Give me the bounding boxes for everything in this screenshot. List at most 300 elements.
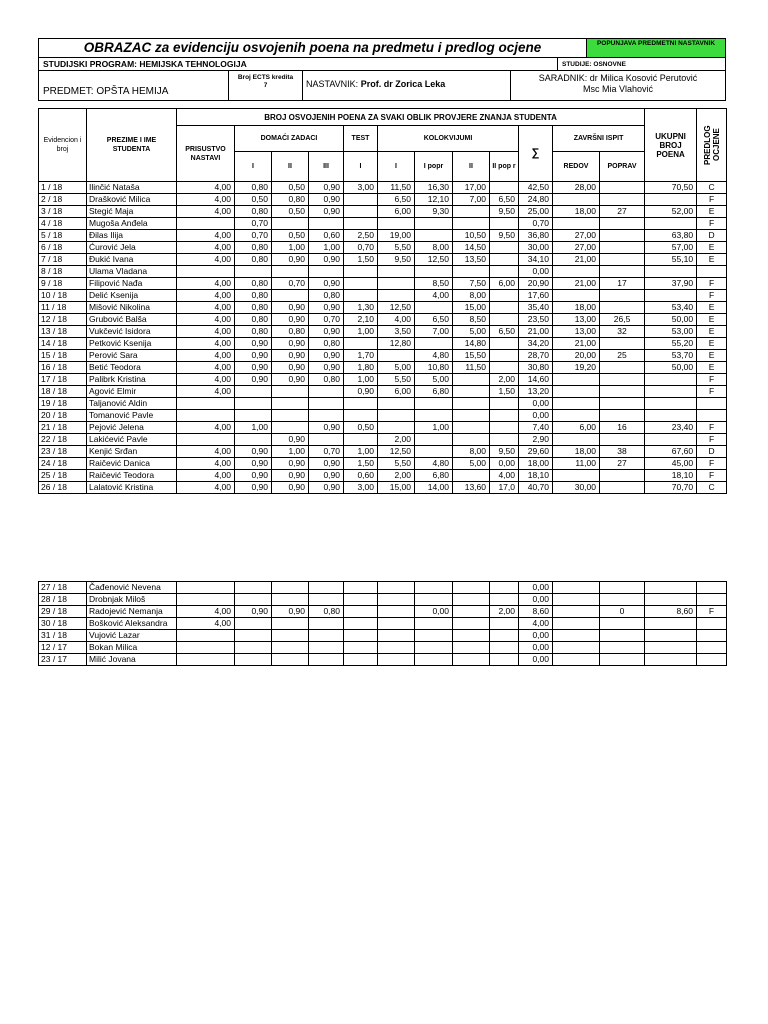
- table-cell: [645, 582, 697, 594]
- table-cell: Betić Teodora: [87, 362, 177, 374]
- grading-form: [38, 38, 726, 494]
- table-cell: Mišović Nikolina: [87, 302, 177, 314]
- table-cell: [600, 302, 645, 314]
- table-cell: [378, 410, 415, 422]
- table-cell: 53,70: [645, 350, 697, 362]
- table-cell: [490, 254, 519, 266]
- table-cell: 17,00: [453, 182, 490, 194]
- table-cell: [272, 266, 309, 278]
- table-cell: Milić Jovana: [87, 654, 177, 666]
- table-cell: [697, 410, 727, 422]
- table-cell: 1,00: [344, 374, 378, 386]
- table-cell: [553, 374, 600, 386]
- table-cell: 21,00: [553, 278, 600, 290]
- table-cell: [344, 434, 378, 446]
- table-cell: 0,80: [309, 290, 344, 302]
- table-cell: 1,00: [272, 242, 309, 254]
- table-cell: 0,80: [309, 606, 344, 618]
- table-cell: Drašković Milica: [87, 194, 177, 206]
- table-cell: 0,90: [235, 482, 272, 494]
- table-cell: 0,90: [235, 458, 272, 470]
- table-cell: 10 / 18: [39, 290, 87, 302]
- table-cell: 18,00: [553, 302, 600, 314]
- table-cell: [272, 618, 309, 630]
- table-cell: 63,80: [645, 230, 697, 242]
- table-cell: 0,80: [272, 326, 309, 338]
- table-cell: 6,50: [378, 194, 415, 206]
- table-cell: 4,00: [177, 194, 235, 206]
- table-cell: [177, 266, 235, 278]
- table-cell: 18,10: [645, 470, 697, 482]
- table-cell: 5,50: [378, 242, 415, 254]
- table-cell: 0,00: [519, 630, 553, 642]
- table-cell: [490, 582, 519, 594]
- table-cell: [344, 606, 378, 618]
- table-cell: 4,00: [177, 314, 235, 326]
- table-row: [39, 326, 727, 338]
- table-cell: [645, 434, 697, 446]
- form-header: [38, 38, 726, 101]
- table-cell: 0,90: [272, 434, 309, 446]
- table-cell: 2,00: [378, 470, 415, 482]
- table-cell: 0,80: [235, 314, 272, 326]
- table-cell: 0,90: [272, 302, 309, 314]
- table-cell: 0,90: [235, 362, 272, 374]
- teacher-label: NASTAVNIK:: [306, 79, 359, 89]
- table-cell: 4,00: [490, 470, 519, 482]
- table-cell: 14,80: [453, 338, 490, 350]
- table-cell: F: [697, 218, 727, 230]
- table-cell: [453, 470, 490, 482]
- table-cell: 0,90: [309, 422, 344, 434]
- table-cell: Lakićević Pavle: [87, 434, 177, 446]
- table-cell: 1,00: [344, 446, 378, 458]
- table-cell: 1,00: [415, 422, 453, 434]
- table-cell: Raičević Teodora: [87, 470, 177, 482]
- table-cell: Radojević Nemanja: [87, 606, 177, 618]
- table-cell: 17,0: [490, 482, 519, 494]
- table-cell: 8,60: [645, 606, 697, 618]
- table-cell: 36,80: [519, 230, 553, 242]
- table-cell: [645, 398, 697, 410]
- table-cell: [235, 642, 272, 654]
- table-cell: 4,00: [177, 458, 235, 470]
- table-cell: Čađenović Nevena: [87, 582, 177, 594]
- table-cell: 27: [600, 206, 645, 218]
- table-cell: [344, 618, 378, 630]
- table-cell: [235, 654, 272, 666]
- table-cell: [309, 398, 344, 410]
- table-cell: 26,5: [600, 314, 645, 326]
- table-cell: 30 / 18: [39, 618, 87, 630]
- table-cell: 0,90: [235, 374, 272, 386]
- table-cell: 15,00: [453, 302, 490, 314]
- table-cell: [645, 218, 697, 230]
- table-cell: [453, 422, 490, 434]
- table-cell: 12,10: [415, 194, 453, 206]
- table-cell: 0,90: [272, 254, 309, 266]
- table-cell: [697, 582, 727, 594]
- table-cell: 40,70: [519, 482, 553, 494]
- table-cell: 8 / 18: [39, 266, 87, 278]
- table-cell: [600, 194, 645, 206]
- col-grade: PREDLOG OCJENE: [697, 109, 727, 182]
- table-cell: [453, 386, 490, 398]
- table-cell: [600, 182, 645, 194]
- table-cell: [697, 630, 727, 642]
- table-cell: [272, 642, 309, 654]
- table-cell: 17 / 18: [39, 374, 87, 386]
- table-cell: [344, 338, 378, 350]
- table-cell: [309, 218, 344, 230]
- table-cell: 2,00: [378, 434, 415, 446]
- table-cell: 0,90: [235, 446, 272, 458]
- table-cell: 0,90: [309, 254, 344, 266]
- table-cell: 0,60: [344, 470, 378, 482]
- table-cell: 6,80: [415, 470, 453, 482]
- table-cell: 34,10: [519, 254, 553, 266]
- table-cell: 38: [600, 446, 645, 458]
- table-cell: 0,80: [235, 326, 272, 338]
- ects-credits: [229, 71, 303, 100]
- second-section: [38, 581, 726, 666]
- table-cell: 0,90: [272, 362, 309, 374]
- table-cell: F: [697, 434, 727, 446]
- table-cell: 4,00: [177, 470, 235, 482]
- table-cell: [309, 618, 344, 630]
- table-cell: 34,20: [519, 338, 553, 350]
- col-final-exam: ZAVRŠNI ISPIT: [553, 126, 645, 152]
- table-cell: 23 / 17: [39, 654, 87, 666]
- table-cell: F: [697, 374, 727, 386]
- table-cell: [553, 654, 600, 666]
- table-cell: [235, 618, 272, 630]
- table-cell: 70,70: [645, 482, 697, 494]
- table-cell: 2,50: [344, 230, 378, 242]
- table-cell: [490, 314, 519, 326]
- table-cell: 1,50: [490, 386, 519, 398]
- table-cell: 27: [600, 458, 645, 470]
- col-attendance: PRISUSTVO NASTAVI: [177, 126, 235, 182]
- table-cell: 28 / 18: [39, 594, 87, 606]
- table-cell: 4,00: [177, 386, 235, 398]
- teacher-fill-note: POPUNJAVA PREDMETNI NASTAVNIK: [587, 39, 725, 57]
- table-cell: 8,50: [415, 278, 453, 290]
- table-cell: [177, 630, 235, 642]
- table-cell: [600, 618, 645, 630]
- table-cell: [600, 254, 645, 266]
- table-cell: 31 / 18: [39, 630, 87, 642]
- table-cell: [600, 218, 645, 230]
- table-cell: 0,70: [309, 446, 344, 458]
- table-cell: [272, 410, 309, 422]
- table-cell: 4,00: [177, 606, 235, 618]
- table-cell: 30,00: [519, 242, 553, 254]
- table-cell: [697, 618, 727, 630]
- table-cell: [490, 594, 519, 606]
- table-cell: Raičević Danica: [87, 458, 177, 470]
- table-cell: [553, 194, 600, 206]
- table-cell: [344, 398, 378, 410]
- table-cell: 0,90: [272, 314, 309, 326]
- table-cell: [645, 618, 697, 630]
- table-cell: 0,70: [519, 218, 553, 230]
- table-cell: 0,50: [272, 206, 309, 218]
- table-cell: 5,00: [453, 326, 490, 338]
- table-cell: [645, 194, 697, 206]
- assistant-1: SARADNIK: dr Milica Kosović Perutović: [538, 73, 698, 83]
- table-cell: [453, 206, 490, 218]
- col-test-1: I: [344, 152, 378, 182]
- table-cell: 0,90: [272, 606, 309, 618]
- table-cell: [600, 582, 645, 594]
- table-cell: 11,50: [378, 182, 415, 194]
- table-cell: 19 / 18: [39, 398, 87, 410]
- table-cell: [490, 362, 519, 374]
- table-cell: [378, 290, 415, 302]
- table-cell: 0,60: [309, 230, 344, 242]
- table-cell: 0,80: [309, 338, 344, 350]
- table-cell: [453, 410, 490, 422]
- table-cell: [272, 422, 309, 434]
- col-group-title: BROJ OSVOJENIH POENA ZA SVAKI OBLIK PROVJERE ZNANJA STUDENTA: [177, 109, 645, 126]
- table-row: [39, 582, 727, 594]
- table-cell: 4,80: [415, 350, 453, 362]
- table-cell: [490, 410, 519, 422]
- table-cell: 0,80: [235, 182, 272, 194]
- table-row: [39, 206, 727, 218]
- table-cell: 0,50: [235, 194, 272, 206]
- table-row: [39, 290, 727, 302]
- table-cell: [645, 374, 697, 386]
- table-cell: [453, 582, 490, 594]
- table-cell: [490, 338, 519, 350]
- table-cell: [645, 266, 697, 278]
- table-cell: [600, 386, 645, 398]
- table-row: [39, 434, 727, 446]
- table-cell: D: [697, 446, 727, 458]
- table-cell: F: [697, 606, 727, 618]
- table-cell: [272, 630, 309, 642]
- table-cell: 8,00: [453, 290, 490, 302]
- col-regular: REDOV: [553, 152, 600, 182]
- table-cell: [553, 218, 600, 230]
- table-cell: [177, 410, 235, 422]
- table-cell: 23 / 18: [39, 446, 87, 458]
- table-cell: [490, 302, 519, 314]
- table-cell: [344, 290, 378, 302]
- table-cell: [490, 182, 519, 194]
- table-cell: [600, 290, 645, 302]
- table-cell: 4,00: [177, 446, 235, 458]
- table-cell: [490, 630, 519, 642]
- table-cell: [309, 594, 344, 606]
- table-cell: [600, 362, 645, 374]
- col-hw-1: I: [235, 152, 272, 182]
- table-cell: 2,90: [519, 434, 553, 446]
- table-cell: 25,00: [519, 206, 553, 218]
- table-cell: 4,00: [177, 182, 235, 194]
- table-cell: 4,00: [177, 362, 235, 374]
- table-cell: 0,80: [272, 194, 309, 206]
- table-cell: 8,00: [453, 446, 490, 458]
- col-retake: POPRAV: [600, 152, 645, 182]
- table-cell: Ćurović Jela: [87, 242, 177, 254]
- table-cell: [600, 630, 645, 642]
- table-cell: 5,00: [453, 458, 490, 470]
- table-cell: 37,90: [645, 278, 697, 290]
- table-row: [39, 458, 727, 470]
- table-row: [39, 374, 727, 386]
- table-cell: D: [697, 230, 727, 242]
- table-cell: [235, 582, 272, 594]
- table-cell: 35,40: [519, 302, 553, 314]
- table-cell: [378, 398, 415, 410]
- table-cell: [344, 266, 378, 278]
- table-cell: 16 / 18: [39, 362, 87, 374]
- table-cell: [309, 630, 344, 642]
- table-cell: 50,00: [645, 314, 697, 326]
- table-cell: 0,90: [235, 350, 272, 362]
- table-cell: [415, 398, 453, 410]
- table-cell: 14,50: [453, 242, 490, 254]
- table-cell: [177, 582, 235, 594]
- table-cell: 28,70: [519, 350, 553, 362]
- table-cell: [490, 398, 519, 410]
- table-cell: 0,70: [272, 278, 309, 290]
- table-cell: [600, 470, 645, 482]
- table-row: [39, 630, 727, 642]
- table-cell: 11,00: [553, 458, 600, 470]
- table-cell: E: [697, 314, 727, 326]
- table-cell: 0,90: [272, 374, 309, 386]
- table-cell: 0,90: [309, 182, 344, 194]
- table-cell: 0,00: [519, 410, 553, 422]
- table-cell: 3,00: [344, 182, 378, 194]
- table-cell: 0,50: [344, 422, 378, 434]
- col-sum: ∑: [519, 126, 553, 182]
- table-cell: 0,90: [309, 302, 344, 314]
- table-cell: [344, 630, 378, 642]
- table-cell: 0,90: [309, 458, 344, 470]
- table-cell: 0,00: [490, 458, 519, 470]
- table-cell: [344, 582, 378, 594]
- table-cell: 0,80: [235, 254, 272, 266]
- table-row: [39, 314, 727, 326]
- table-cell: [177, 642, 235, 654]
- table-cell: [600, 398, 645, 410]
- table-cell: 25: [600, 350, 645, 362]
- table-cell: 6 / 18: [39, 242, 87, 254]
- table-cell: 14,60: [519, 374, 553, 386]
- table-cell: 1,00: [309, 242, 344, 254]
- table-row: [39, 422, 727, 434]
- table-cell: [600, 594, 645, 606]
- table-cell: 24,80: [519, 194, 553, 206]
- table-cell: 0,90: [309, 350, 344, 362]
- table-cell: [453, 618, 490, 630]
- table-cell: 32: [600, 326, 645, 338]
- table-cell: [645, 386, 697, 398]
- table-cell: 1 / 18: [39, 182, 87, 194]
- table-cell: [645, 654, 697, 666]
- table-cell: [344, 654, 378, 666]
- table-cell: [344, 278, 378, 290]
- table-cell: 0,00: [519, 398, 553, 410]
- table-cell: 0,80: [235, 242, 272, 254]
- table-row: [39, 594, 727, 606]
- table-cell: F: [697, 422, 727, 434]
- table-cell: [272, 386, 309, 398]
- col-homework: DOMAĆI ZADACI: [235, 126, 344, 152]
- table-cell: 27 / 18: [39, 582, 87, 594]
- table-cell: [177, 594, 235, 606]
- table-cell: 0,90: [272, 350, 309, 362]
- table-row: [39, 618, 727, 630]
- table-row: [39, 350, 727, 362]
- table-cell: 20,90: [519, 278, 553, 290]
- table-cell: 24 / 18: [39, 458, 87, 470]
- teacher: [303, 71, 511, 100]
- table-cell: [453, 218, 490, 230]
- table-cell: Petković Ksenija: [87, 338, 177, 350]
- table-cell: 9,30: [415, 206, 453, 218]
- table-cell: [235, 410, 272, 422]
- table-cell: [600, 434, 645, 446]
- col-k1: I: [378, 152, 415, 182]
- table-cell: [177, 434, 235, 446]
- table-cell: E: [697, 362, 727, 374]
- table-cell: [378, 594, 415, 606]
- table-cell: 0,00: [519, 654, 553, 666]
- table-cell: 18,00: [519, 458, 553, 470]
- table-row: [39, 338, 727, 350]
- table-cell: 9 / 18: [39, 278, 87, 290]
- table-cell: 8,50: [453, 314, 490, 326]
- table-cell: 4,80: [415, 458, 453, 470]
- table-cell: [553, 290, 600, 302]
- table-cell: [378, 218, 415, 230]
- table-cell: [344, 410, 378, 422]
- table-cell: 0,80: [235, 290, 272, 302]
- table-cell: 1,00: [235, 422, 272, 434]
- table-cell: 5 / 18: [39, 230, 87, 242]
- table-cell: [415, 302, 453, 314]
- table-cell: 4,00: [177, 230, 235, 242]
- table-row: [39, 470, 727, 482]
- table-cell: [309, 434, 344, 446]
- table-cell: 1,70: [344, 350, 378, 362]
- col-evid: Evidencion i broj: [39, 109, 87, 182]
- table-cell: 16: [600, 422, 645, 434]
- table-cell: [235, 594, 272, 606]
- table-cell: 6,00: [378, 386, 415, 398]
- teacher-name: Prof. dr Zorica Leka: [360, 79, 446, 89]
- table-cell: 4,00: [177, 350, 235, 362]
- table-cell: 12,50: [378, 446, 415, 458]
- table-cell: [344, 642, 378, 654]
- table-cell: [272, 594, 309, 606]
- table-cell: 0,90: [309, 362, 344, 374]
- table-cell: 13,00: [553, 314, 600, 326]
- table-cell: [415, 230, 453, 242]
- table-cell: 70,50: [645, 182, 697, 194]
- table-cell: 18,00: [553, 446, 600, 458]
- table-cell: [553, 618, 600, 630]
- table-cell: [378, 642, 415, 654]
- table-cell: E: [697, 242, 727, 254]
- col-name: PREZIME I IME STUDENTA: [87, 109, 177, 182]
